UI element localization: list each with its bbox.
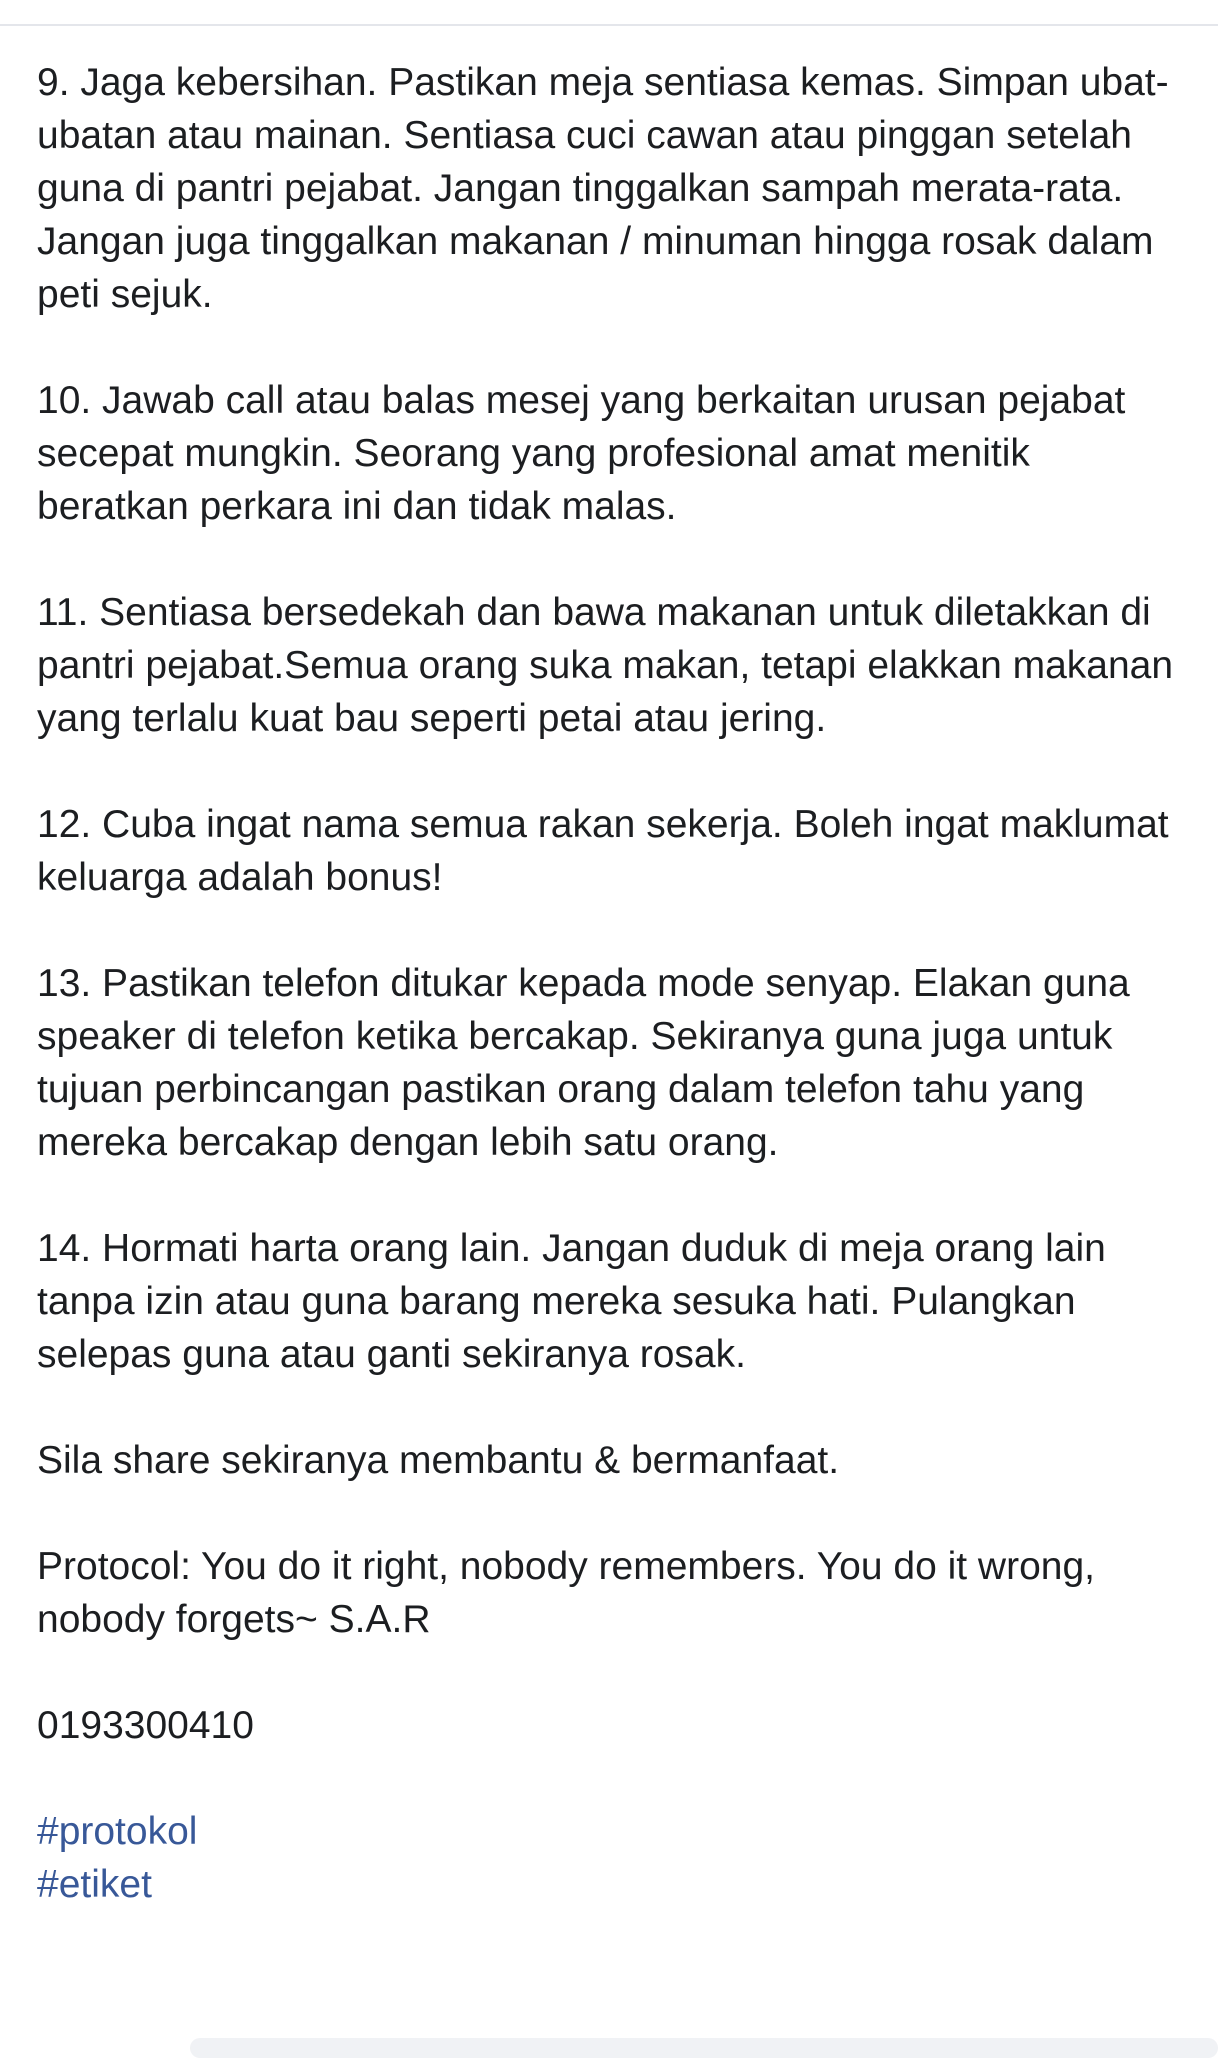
hashtag-link-protokol[interactable]: #protokol [37,1810,198,1853]
hashtag-list [37,1805,1187,1911]
protocol-quote: Protocol: You do it right, nobody remembers. You do it wrong, nobody forgets~ S.A.R [37,1545,1095,1641]
post-paragraph-9: 9. Jaga kebersihan. Pastikan meja sentiasa kemas. Simpan ubat-ubatan atau mainan. Sentiasa cuci cawan atau pinggan setelah guna di pantri pejabat. Jangan tinggalkan sampah merata-rata. Jangan juga tinggalkan makanan / minuman hingga rosak dalam peti sejuk. [37,61,1169,316]
post-paragraph-12: 12. Cuba ingat nama semua rakan sekerja. Boleh ingat maklumat keluarga adalah bonus! [37,803,1169,899]
post-paragraph-10: 10. Jawab call atau balas mesej yang berkaitan urusan pejabat secepat mungkin. Seorang yang profesional amat menitik beratkan perkara ini dan tidak malas. [37,379,1126,528]
bottom-bar [190,2038,1218,2058]
post-paragraph-13: 13. Pastikan telefon ditukar kepada mode senyap. Elakan guna speaker di telefon ketika bercakap. Sekiranya guna juga untuk tujuan perbincangan pastikan orang dalam telefon tahu yang mereka bercakap dengan lebih satu orang. [37,962,1130,1164]
post-body [37,56,1187,1911]
share-request: Sila share sekiranya membantu & bermanfaat. [37,1439,840,1482]
top-divider [0,24,1218,26]
phone-number: 0193300410 [37,1704,254,1747]
post-paragraph-14: 14. Hormati harta orang lain. Jangan duduk di meja orang lain tanpa izin atau guna barang mereka sesuka hati. Pulangkan selepas guna atau ganti sekiranya rosak. [37,1227,1106,1376]
hashtag-link-etiket[interactable]: #etiket [37,1863,152,1906]
post-paragraph-11: 11. Sentiasa bersedekah dan bawa makanan untuk diletakkan di pantri pejabat.Semua orang suka makan, tetapi elakkan makanan yang terlalu kuat bau seperti petai atau jering. [37,591,1174,740]
